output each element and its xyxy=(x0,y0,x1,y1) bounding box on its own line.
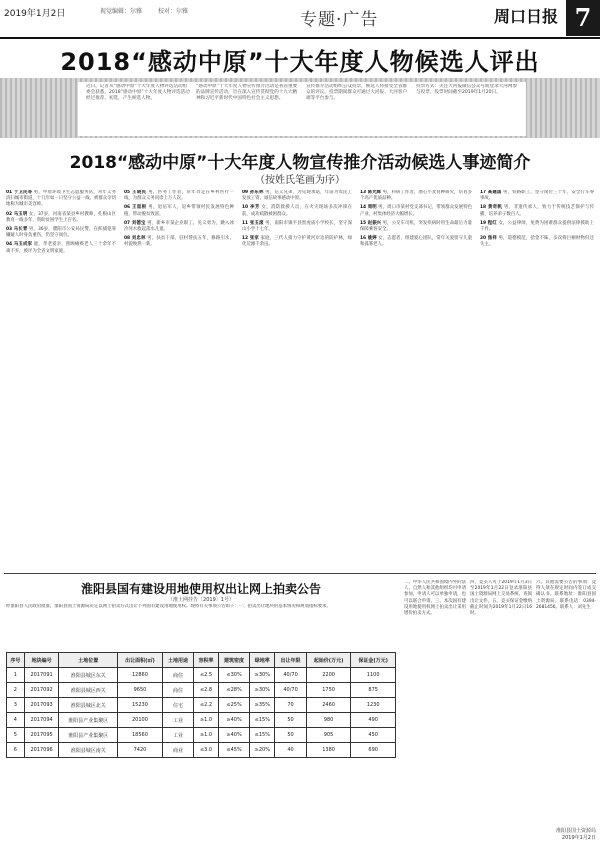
candidate-profile xyxy=(6,242,116,254)
notice-column: 二、中华人民共和国境内外的法人、自然人和其他组织均可申请参加，申请人可以单独申请，也可以联合申请。三、本次国有建设用地使用权网上拍卖出让采用增价拍卖方式。 xyxy=(404,580,466,617)
page-number: 7 xyxy=(566,0,600,36)
table-cell: 7420 xyxy=(118,743,163,758)
table-cell: 20100 xyxy=(118,713,163,728)
table-cell: 1100 xyxy=(351,668,396,683)
notice-date: 2019年1月2日 xyxy=(561,835,596,841)
notice-column: 四、竞买人可于2019年1月3日至2019年1月22日登录淮阳县国土资源局网上交易系统，查阅出让文件。五、竞买保证金缴纳截止时间为2019年1月22日16时。 xyxy=(470,580,532,617)
candidate-profile xyxy=(242,221,352,233)
candidate-name: 16 姚婷 xyxy=(360,236,377,242)
candidate-profile xyxy=(360,190,472,202)
parcel-table xyxy=(6,652,396,758)
table-cell: 商住 xyxy=(162,668,193,683)
candidate-profile xyxy=(6,227,116,239)
table-header-cell: 建筑密度 xyxy=(218,653,249,668)
candidate-description: 女，公益律师，免费为困难群众提供法律援助上千件。 xyxy=(480,220,594,233)
section-title: 专题·广告 xyxy=(300,10,379,30)
table-cell: 18560 xyxy=(118,728,163,743)
candidate-profile xyxy=(360,221,472,233)
table-cell: ≤28% xyxy=(218,683,249,698)
profile-column xyxy=(360,190,472,570)
table-cell: 商业 xyxy=(162,743,193,758)
table-cell: ≤25% xyxy=(218,698,249,713)
candidate-description: 男，新乡市某企业职工，见义勇为，跳入冰冷河水救起落水儿童。 xyxy=(124,220,234,233)
candidate-profile xyxy=(6,212,116,224)
candidate-profile xyxy=(480,236,594,248)
table-cell: 1380 xyxy=(306,743,351,758)
table-cell: 2017091 xyxy=(24,668,59,683)
table-cell: 2017096 xyxy=(24,743,59,758)
table-cell: 1750 xyxy=(306,683,351,698)
table-cell: ≤45% xyxy=(218,743,249,758)
table-cell: ≥1.0 xyxy=(194,728,219,743)
candidate-description: 家庭，三代人接力守护黄河岸边的防护林，绿化荒滩千余亩。 xyxy=(242,236,352,248)
table-cell: 商住 xyxy=(162,683,193,698)
newspaper-logo: 周口日报 xyxy=(494,7,559,26)
table-cell: 980 xyxy=(306,713,351,728)
header-rule xyxy=(0,37,600,39)
table-cell: 淮阳县城区东关 xyxy=(59,668,118,683)
candidate-name: 17 高建国 xyxy=(480,190,502,195)
table-cell: 12860 xyxy=(118,668,163,683)
candidate-profile xyxy=(124,205,234,217)
table-cell: 2 xyxy=(7,683,25,698)
candidate-profile xyxy=(242,190,352,202)
table-cell: ≤3.0 xyxy=(194,743,219,758)
candidate-description: 男，扶贫干部，驻村帮扶五年，修路引水，村貌焕然一新。 xyxy=(124,236,234,248)
candidate-profile xyxy=(242,205,352,217)
candidate-name: 08 刘忠林 xyxy=(124,236,146,242)
profile-column xyxy=(6,190,116,570)
candidate-name: 13 陈光辉 xyxy=(360,190,382,195)
issue-date: 2019年1月2日 xyxy=(4,9,66,19)
table-cell: 875 xyxy=(351,683,396,698)
table-header-cell: 出让面积(㎡) xyxy=(118,653,163,668)
table-cell: 2017095 xyxy=(24,728,59,743)
table-header-cell: 出让年限 xyxy=(275,653,306,668)
table-cell: ≤2.5 xyxy=(194,668,219,683)
candidate-description: 男，非遗传承人，致力于传统技艺保护与传播，培养弟子数百人。 xyxy=(480,205,594,217)
table-cell: 40/70 xyxy=(275,683,306,698)
table-row xyxy=(7,698,396,713)
candidate-description: 男，退伍军人，返乡带领村民发展特色种植，带动脱贫致富。 xyxy=(124,205,234,217)
page-headline: 2018“感动中原”十大年度人物候选人评出 xyxy=(60,48,540,76)
candidate-description: 庭，孝老爱亲，照顾瘫痪老人三十余年不离不弃，被评为全省文明家庭。 xyxy=(6,242,116,254)
notice-subtitle: （淮土网挂告〔2019〕1号） xyxy=(168,597,234,603)
table-cell: 450 xyxy=(351,728,396,743)
candidate-description: 女，消防救援人员，在火灾现场多次冲锋在前，成功疏散被困群众。 xyxy=(242,205,352,217)
table-cell: 5 xyxy=(7,728,25,743)
table-cell: 2017092 xyxy=(24,683,59,698)
candidate-description: 男，医务工作者，常年奔走在乡村医疗一线，为群众义务问诊上万人次。 xyxy=(124,190,234,202)
table-header-cell: 起始价(万元) xyxy=(306,653,351,668)
candidate-profile xyxy=(124,236,234,248)
notice-org: 淮阳县国土资源局 xyxy=(555,828,596,834)
table-cell: ≥40% xyxy=(218,713,249,728)
candidate-name: 20 焦祥 xyxy=(480,236,497,242)
candidate-name: 14 周明 xyxy=(360,205,377,211)
notice-column: 六、其他需要公告的事项：竞得人须在规定时间内签订成交确认书。联系地址：淮阳县国土资源局。联系电话：0394-2681456。联系人：刘先生 xyxy=(536,580,596,610)
table-cell: ≤30% xyxy=(218,668,249,683)
table-cell: 1230 xyxy=(351,698,396,713)
table-cell: 50 xyxy=(275,713,306,728)
profile-column xyxy=(124,190,234,570)
table-cell: 4 xyxy=(7,713,25,728)
candidate-profile xyxy=(480,205,594,217)
table-cell: 淮阳县城区北关 xyxy=(59,698,118,713)
table-cell: 淮阳县城区南关 xyxy=(59,743,118,758)
candidate-name: 09 孙东林 xyxy=(242,190,264,195)
candidate-name: 15 赵振兴 xyxy=(360,220,382,226)
notice-title: 淮阳县国有建设用地使用权出让网上拍卖公告 xyxy=(80,582,321,596)
candidate-profile xyxy=(360,236,472,248)
profile-column xyxy=(242,190,352,570)
table-header-cell: 容积率 xyxy=(194,653,219,668)
proofreader-credit: 校对：尔雅 xyxy=(157,8,188,15)
table-cell: 住宅 xyxy=(162,698,193,713)
table-cell: ≥1.0 xyxy=(194,713,219,728)
profile-column xyxy=(480,190,594,570)
table-cell: 50 xyxy=(275,728,306,743)
candidate-name: 10 李芳 xyxy=(242,205,260,211)
table-cell: 40 xyxy=(275,743,306,758)
table-cell: 9650 xyxy=(118,683,163,698)
candidate-profile xyxy=(480,190,594,202)
candidate-name: 05 王晓民 xyxy=(124,190,147,195)
intro-column: 宣传推介活动组织公众投票，候选人将接受全省群众的评议。投票期间群众可通过大河报、大河客户端等平台参与。 xyxy=(306,84,408,101)
table-cell: ≥30% xyxy=(250,683,275,698)
candidate-name: 03 马长青 xyxy=(6,227,28,233)
table-header-cell: 序号 xyxy=(7,653,25,668)
table-header-row xyxy=(7,653,396,668)
table-cell: 3 xyxy=(7,698,25,713)
candidate-profile xyxy=(6,190,116,209)
table-cell: 2017094 xyxy=(24,713,59,728)
candidate-profile xyxy=(480,221,594,233)
article-subnote: （按姓氏笔画为序） xyxy=(255,175,345,186)
candidate-name: 11 张玉滚 xyxy=(242,220,264,226)
table-row xyxy=(7,728,396,743)
candidate-profile xyxy=(242,236,352,248)
table-row xyxy=(7,683,396,698)
table-cell: ≤15% xyxy=(250,713,275,728)
candidate-name: 19 程红 xyxy=(480,220,497,226)
candidate-name: 04 马玉成家 xyxy=(6,242,33,248)
table-header-cell: 土地用途 xyxy=(162,653,193,668)
candidate-profile xyxy=(360,205,472,217)
table-cell: 淮阳县城区西关 xyxy=(59,683,118,698)
candidate-description: 男，南阳市镇平县黑虎庙小学校长，坚守深山小学十七年。 xyxy=(242,220,352,233)
candidate-description: 男，信义兄弟，为兑现承诺，年前为农民工发放工资，诚信故事感动中原。 xyxy=(242,190,352,202)
candidate-name: 07 刘德宝 xyxy=(124,220,146,226)
candidate-description: 女，志愿者，组建爱心团队，常年关爱留守儿童和孤寡老人。 xyxy=(360,236,472,248)
candidate-name: 02 马玉明 xyxy=(6,211,28,217)
table-row xyxy=(7,668,396,683)
table-cell: ≥20% xyxy=(250,743,275,758)
table-header-cell: 绿地率 xyxy=(250,653,275,668)
table-cell: 40/70 xyxy=(275,668,306,683)
table-cell: 2460 xyxy=(306,698,351,713)
candidate-description: 男，科研工作者，潜心小麦育种研究，培育多个高产优质品种。 xyxy=(360,190,472,202)
intro-column: “感动中原”十大年度人物宣传推介活动是我省重要的品牌宣传活动，旨在深入宣传贯彻党的十九大精神和习近平新时代中国特色社会主义思想。 xyxy=(196,84,298,101)
table-cell: ≤2.2 xyxy=(194,698,219,713)
candidate-name: 12 张家 xyxy=(242,236,259,242)
section-divider xyxy=(4,573,596,574)
candidate-description: 男，铁路职工，坚守岗位三十年，安全行车零事故。 xyxy=(480,190,594,202)
table-cell: 工业 xyxy=(162,728,193,743)
table-header-cell: 地块编号 xyxy=(24,653,59,668)
candidate-name: 01 于卫民等 xyxy=(6,190,33,195)
table-row xyxy=(7,713,396,728)
table-cell: 2200 xyxy=(306,668,351,683)
candidate-description: 男，公交车司机，突发疾病时用生命最后力量保障乘客安全。 xyxy=(360,220,472,233)
notice-column: 经淮阳县人民政府批准，淮阳县国土资源局决定以网上拍卖方式出让下列国有建设用地使用权。现将有关事项公告如下：一、拍卖出让地块的基本情况和规划指标要求。 xyxy=(6,604,331,609)
intro-column: 近日，记者从“感动中原”十大年度人物评选活动组委会获悉，2018“感动中原”十大年度人物评选活动经过推荐、初选，产生候选人物。 xyxy=(86,84,190,101)
candidate-name: 06 王留根 xyxy=(124,205,147,211)
candidate-description: 男，中原环境卫生志愿服务队，常年义务清扫城市街道，十几年如一日坚守公益一线，被群众亲切地称为城市美容师。 xyxy=(6,190,116,208)
table-cell: 15230 xyxy=(118,698,163,713)
intro-column: 投票方式：关注大河报微信公众号或登录大河网参与投票，投票时间截至2019年1月20日。 xyxy=(416,84,518,95)
table-header-cell: 土地位置 xyxy=(59,653,118,668)
table-cell: ≥35% xyxy=(250,698,275,713)
candidate-description: 男，道德模范，拾金不昧，多次将巨额财物归还失主。 xyxy=(480,236,594,248)
table-cell: ≥30% xyxy=(250,668,275,683)
candidate-profile xyxy=(124,221,234,233)
table-cell: 2017093 xyxy=(24,698,59,713)
candidate-name: 18 黄奇帆 xyxy=(480,205,503,211)
candidate-description: 女，37岁，河南省某县乡村教师，扎根山区教育一线多年，资助贫困学生上百名。 xyxy=(6,211,116,223)
table-header-cell: 保证金(万元) xyxy=(351,653,396,668)
table-cell: ≥40% xyxy=(218,728,249,743)
table-row xyxy=(7,743,396,758)
editor-credit: 视觉编辑：尔雅 xyxy=(100,8,143,15)
candidate-description: 男，36岁，濮阳市公安局民警，在抓捕犯罪嫌疑人时身负重伤，仍坚守岗位。 xyxy=(6,227,116,239)
table-cell: 490 xyxy=(351,713,396,728)
table-cell: 淮阳县产业集聚区 xyxy=(59,728,118,743)
table-cell: 690 xyxy=(351,743,396,758)
table-cell: ≤2.8 xyxy=(194,683,219,698)
table-cell: ≤15% xyxy=(250,728,275,743)
table-cell: 905 xyxy=(306,728,351,743)
table-cell: 淮阳县产业集聚区 xyxy=(59,713,118,728)
table-cell: 6 xyxy=(7,743,25,758)
table-cell: 工业 xyxy=(162,713,193,728)
notice-footer xyxy=(470,828,596,842)
table-cell: 1 xyxy=(7,668,25,683)
article-headline: 2018“感动中原”十大年度人物宣传推介活动候选人事迹简介 xyxy=(69,153,531,173)
table-cell: 70 xyxy=(275,698,306,713)
candidate-profile xyxy=(124,190,234,202)
candidate-description: 男，周口市某村党支部书记，带领群众发展特色产业，村集体经济大幅增长。 xyxy=(360,205,472,217)
